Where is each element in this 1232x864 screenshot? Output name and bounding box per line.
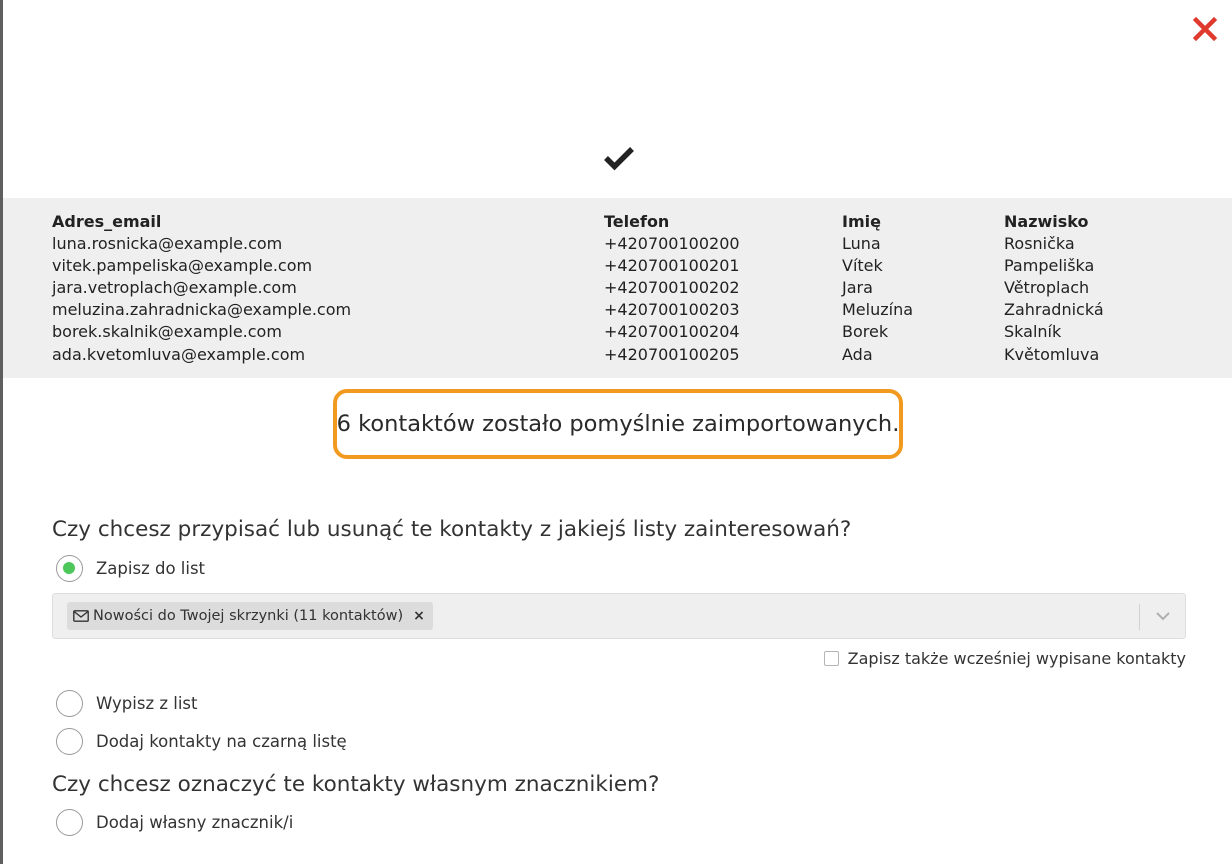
radio-button[interactable] bbox=[56, 728, 83, 755]
cell-email: ada.kvetomluva@example.com bbox=[52, 344, 306, 364]
table-row bbox=[52, 299, 1194, 321]
column-header-email: Adres_email bbox=[52, 211, 162, 231]
cell-last-name: Větroplach bbox=[1004, 277, 1090, 297]
envelope-icon bbox=[73, 610, 89, 622]
table-row bbox=[52, 321, 1194, 343]
table-header-row bbox=[52, 210, 1194, 232]
checkmark-icon bbox=[603, 145, 635, 171]
cell-phone: +420700100200 bbox=[604, 233, 740, 253]
cell-phone: +420700100203 bbox=[604, 300, 740, 320]
cell-email: luna.rosnicka@example.com bbox=[52, 233, 283, 253]
close-button[interactable] bbox=[1192, 16, 1218, 42]
column-header-phone: Telefon bbox=[604, 211, 670, 231]
cell-last-name: Rosnička bbox=[1004, 233, 1075, 253]
radio-label: Dodaj kontakty na czarną listę bbox=[96, 731, 347, 751]
radio-button[interactable] bbox=[56, 809, 83, 836]
cell-email: vitek.pampeliska@example.com bbox=[52, 255, 313, 275]
cell-phone: +420700100201 bbox=[604, 255, 740, 275]
cell-first-name: Borek bbox=[842, 322, 889, 342]
cell-first-name: Vítek bbox=[842, 255, 883, 275]
cell-last-name: Květomluva bbox=[1004, 344, 1100, 364]
remove-tag-button[interactable]: × bbox=[413, 608, 425, 624]
selected-list-label: Nowości do Twojej skrzynki (11 kontaktów) bbox=[93, 608, 404, 624]
cell-phone: +420700100202 bbox=[604, 277, 740, 297]
table-row bbox=[52, 276, 1194, 298]
checkbox-label: Zapisz także wcześniej wypisane kontakty bbox=[847, 649, 1186, 668]
column-header-last-name: Nazwisko bbox=[1004, 211, 1089, 231]
checkbox[interactable] bbox=[824, 651, 839, 666]
cell-last-name: Pampeliška bbox=[1004, 255, 1095, 275]
tags-question: Czy chcesz oznaczyć te kontakty własnym znacznikiem? bbox=[52, 772, 660, 797]
cell-email: jara.vetroplach@example.com bbox=[52, 277, 297, 297]
imported-contacts-preview bbox=[3, 198, 1232, 378]
radio-add-to-blacklist[interactable] bbox=[56, 727, 347, 755]
import-success-message: 6 kontaktów zostało pomyślnie zaimportowanych. bbox=[333, 389, 903, 459]
close-icon bbox=[1192, 16, 1218, 42]
lists-question: Czy chcesz przypisać lub usunąć te kontakty z jakiejś listy zainteresowań? bbox=[52, 517, 852, 542]
cell-phone: +420700100204 bbox=[604, 322, 740, 342]
cell-first-name: Luna bbox=[842, 233, 881, 253]
chevron-down-icon bbox=[1155, 611, 1171, 621]
cell-phone: +420700100205 bbox=[604, 344, 740, 364]
cell-first-name: Meluzína bbox=[842, 300, 914, 320]
table-row bbox=[52, 343, 1194, 365]
import-result-modal bbox=[3, 0, 1232, 864]
radio-label: Wypisz z list bbox=[96, 693, 198, 713]
radio-button-checked[interactable] bbox=[56, 555, 83, 582]
cell-email: meluzina.zahradnicka@example.com bbox=[52, 300, 352, 320]
contacts-table bbox=[52, 210, 1194, 365]
cell-email: borek.skalnik@example.com bbox=[52, 322, 282, 342]
select-divider bbox=[1139, 604, 1140, 630]
radio-label: Zapisz do list bbox=[96, 558, 206, 578]
cell-first-name: Ada bbox=[842, 344, 873, 364]
radio-label: Dodaj własny znacznik/i bbox=[96, 812, 294, 832]
cell-first-name: Jara bbox=[842, 277, 873, 297]
radio-button[interactable] bbox=[56, 690, 83, 717]
dropdown-toggle[interactable] bbox=[1155, 611, 1171, 621]
table-row bbox=[52, 254, 1194, 276]
resubscribe-unsubscribed-checkbox[interactable] bbox=[824, 649, 1186, 668]
table-row bbox=[52, 232, 1194, 254]
radio-add-custom-tag[interactable] bbox=[56, 808, 293, 836]
cell-last-name: Skalník bbox=[1004, 322, 1062, 342]
selected-list-tag bbox=[67, 602, 433, 630]
radio-subscribe-to-lists[interactable] bbox=[56, 554, 205, 582]
lists-multiselect[interactable] bbox=[52, 593, 1186, 639]
success-checkmark bbox=[603, 145, 635, 171]
radio-unsubscribe-from-lists[interactable] bbox=[56, 689, 198, 717]
cell-last-name: Zahradnická bbox=[1004, 300, 1104, 320]
column-header-first-name: Imię bbox=[842, 211, 881, 231]
